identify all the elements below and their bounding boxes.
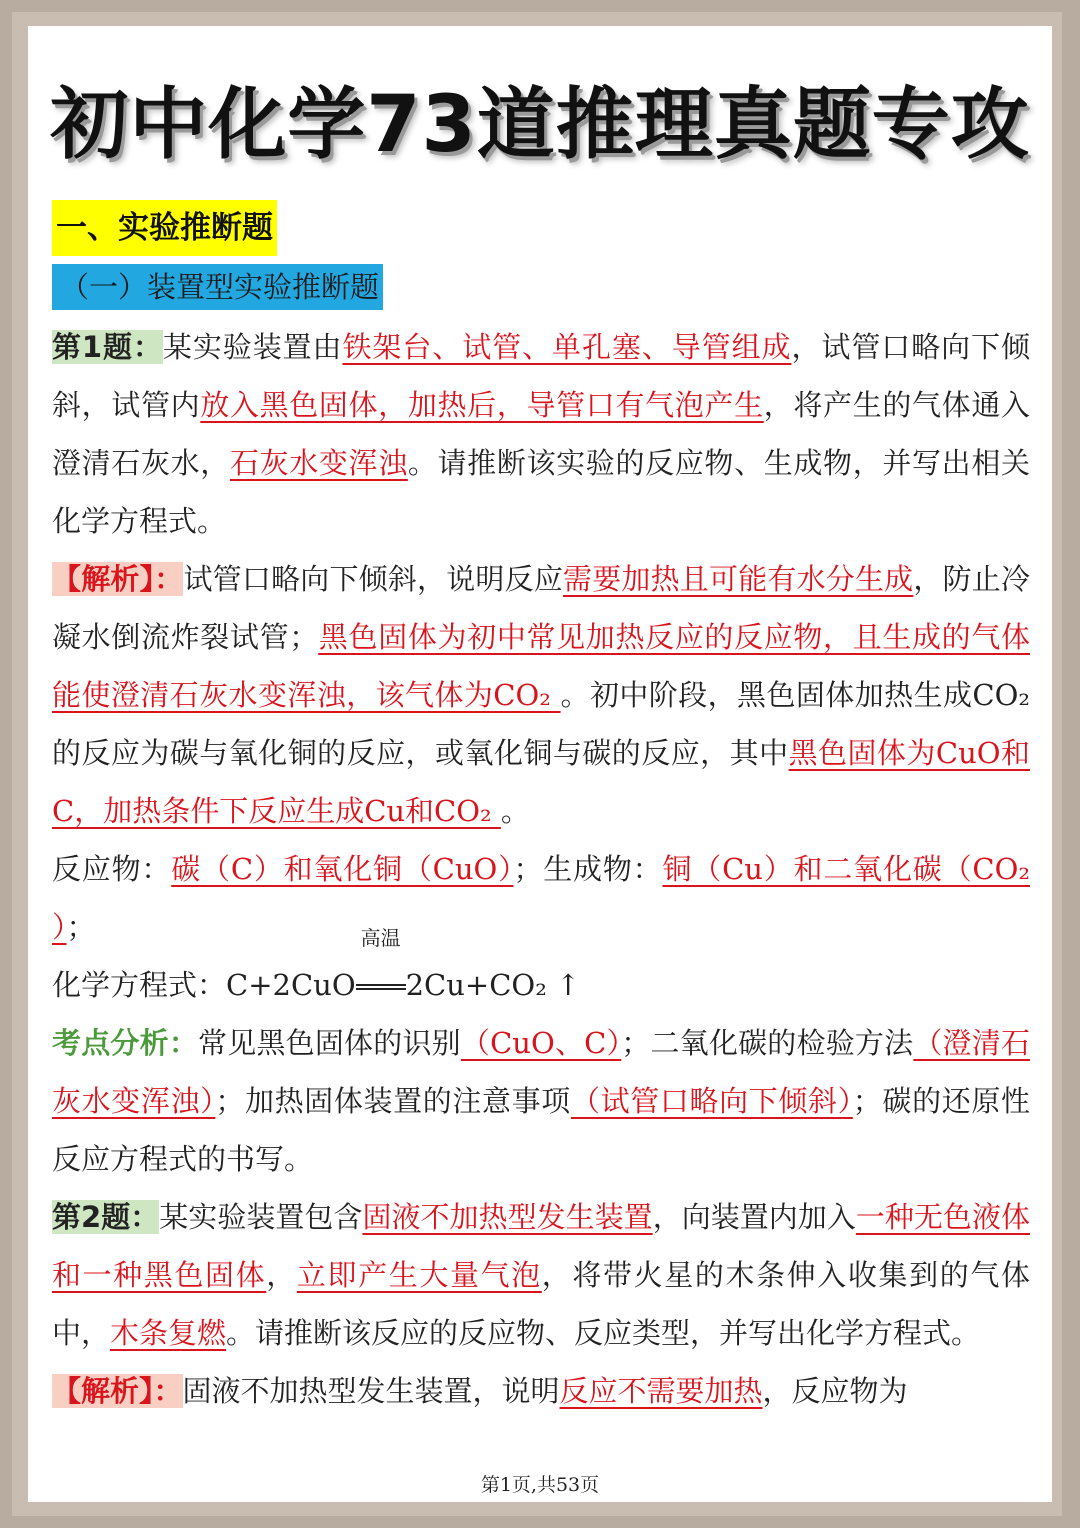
- text: 。: [500, 794, 530, 828]
- equation-1: [52, 926, 1030, 1014]
- text: ；生成物：: [513, 852, 663, 886]
- page-title: 初中化学73道推理真题专攻: [50, 80, 1030, 170]
- equation-right: 2Cu+CO₂: [405, 968, 557, 1002]
- equation-label: 化学方程式：: [52, 968, 227, 1002]
- equation-left: C+2CuO: [226, 968, 356, 1002]
- text: 。请推断该实验的反应物、生成物，并写出相关化学方程式。: [52, 446, 1030, 538]
- text: 常见黑色固体的识别: [198, 1026, 461, 1060]
- highlight-text: 放入黑色固体，加热后，导管口有气泡产生: [200, 388, 764, 422]
- highlight-text: （试管口略向下倾斜）: [570, 1084, 853, 1118]
- highlight-text: 铁架台、试管、单孔塞、导管组成: [342, 330, 792, 364]
- highlight-text: 反应不需要加热: [559, 1374, 763, 1408]
- question-label: 第2题：: [52, 1200, 160, 1234]
- text: ，试管口略向下倾斜，试管内: [52, 330, 1030, 422]
- text: ，: [266, 1258, 297, 1292]
- text: 某实验装置由: [162, 330, 343, 364]
- text: 固液不加热型发生装置，说明: [182, 1374, 560, 1408]
- equals-sign: [356, 984, 406, 990]
- highlight-text: （澄清石灰水变浑浊）: [52, 1026, 1030, 1118]
- analysis-label: 【解析】：: [52, 1374, 183, 1408]
- highlight-text: 黑色固体为初中常见加热反应的反应物，且生成的气体能使澄清石灰水变浑浊，该气体为CO₂: [52, 620, 1030, 712]
- question-1: [52, 318, 1030, 550]
- highlight-text: 木条复燃: [110, 1316, 227, 1350]
- text: ，将带火星的木条伸入收集到的气体中，: [52, 1258, 1030, 1350]
- highlight-text: （CuO、C）: [460, 1026, 622, 1060]
- question-2: [52, 1188, 1030, 1362]
- highlight-text: 固液不加热型发生装置: [362, 1200, 653, 1234]
- condition-text: 高温: [360, 926, 401, 950]
- text: ；: [66, 910, 96, 944]
- highlight-text: 立即产生大量气泡: [296, 1258, 542, 1292]
- page-number: 第1页,共53页: [480, 1474, 600, 1496]
- highlight-text: 石灰水变浑浊: [229, 446, 408, 480]
- highlight-text: 铜（Cu）和二氧化碳（CO₂ ）: [52, 852, 1030, 944]
- text: 。初中阶段，黑色固体加热生成CO₂ 的反应为碳与氧化铜的反应，或氧化铜与碳的反应，其中: [52, 678, 1030, 770]
- text: ，防止冷凝水倒流炸裂试管；: [52, 562, 1030, 654]
- highlight-text: 碳（C）和氧化铜（CuO）: [171, 852, 514, 886]
- reactants-products-1: [52, 840, 1030, 956]
- highlight-text: 一种无色液体和一种黑色固体: [52, 1200, 1030, 1292]
- analysis-label: 【解析】：: [52, 562, 184, 596]
- text: 反应物：: [52, 852, 172, 886]
- text: 某实验装置包含: [159, 1200, 363, 1234]
- text: 试管口略向下倾斜，说明反应: [183, 562, 564, 596]
- equation-condition: [356, 926, 406, 1014]
- gas-arrow-icon: ↑: [556, 968, 581, 1002]
- question-label: 第1题：: [52, 330, 163, 364]
- text: 。请推断该反应的反应物、反应类型，并写出化学方程式。: [226, 1316, 981, 1350]
- analysis-2: [52, 1362, 1030, 1420]
- key-points-1: [52, 1014, 1030, 1188]
- text: ，反应物为: [762, 1374, 908, 1408]
- subsection-heading: （一）装置型实验推断题: [52, 264, 383, 310]
- key-points-label: 考点分析：: [52, 1026, 199, 1060]
- highlight-text: 黑色固体为CuO和C，加热条件下反应生成Cu和CO₂: [52, 736, 1030, 828]
- analysis-1: [52, 550, 1030, 840]
- text: ；二氧化碳的检验方法: [621, 1026, 914, 1060]
- text: ，将产生的气体通入澄清石灰水，: [52, 388, 1030, 480]
- document-body: [52, 318, 1030, 1420]
- section-heading: 一、实验推断题: [52, 200, 277, 256]
- text: ；加热固体装置的注意事项: [215, 1084, 571, 1118]
- highlight-text: 需要加热且可能有水分生成: [563, 562, 914, 596]
- text: ；碳的还原性反应方程式的书写。: [52, 1084, 1030, 1176]
- text: ，向装置内加入: [652, 1200, 856, 1234]
